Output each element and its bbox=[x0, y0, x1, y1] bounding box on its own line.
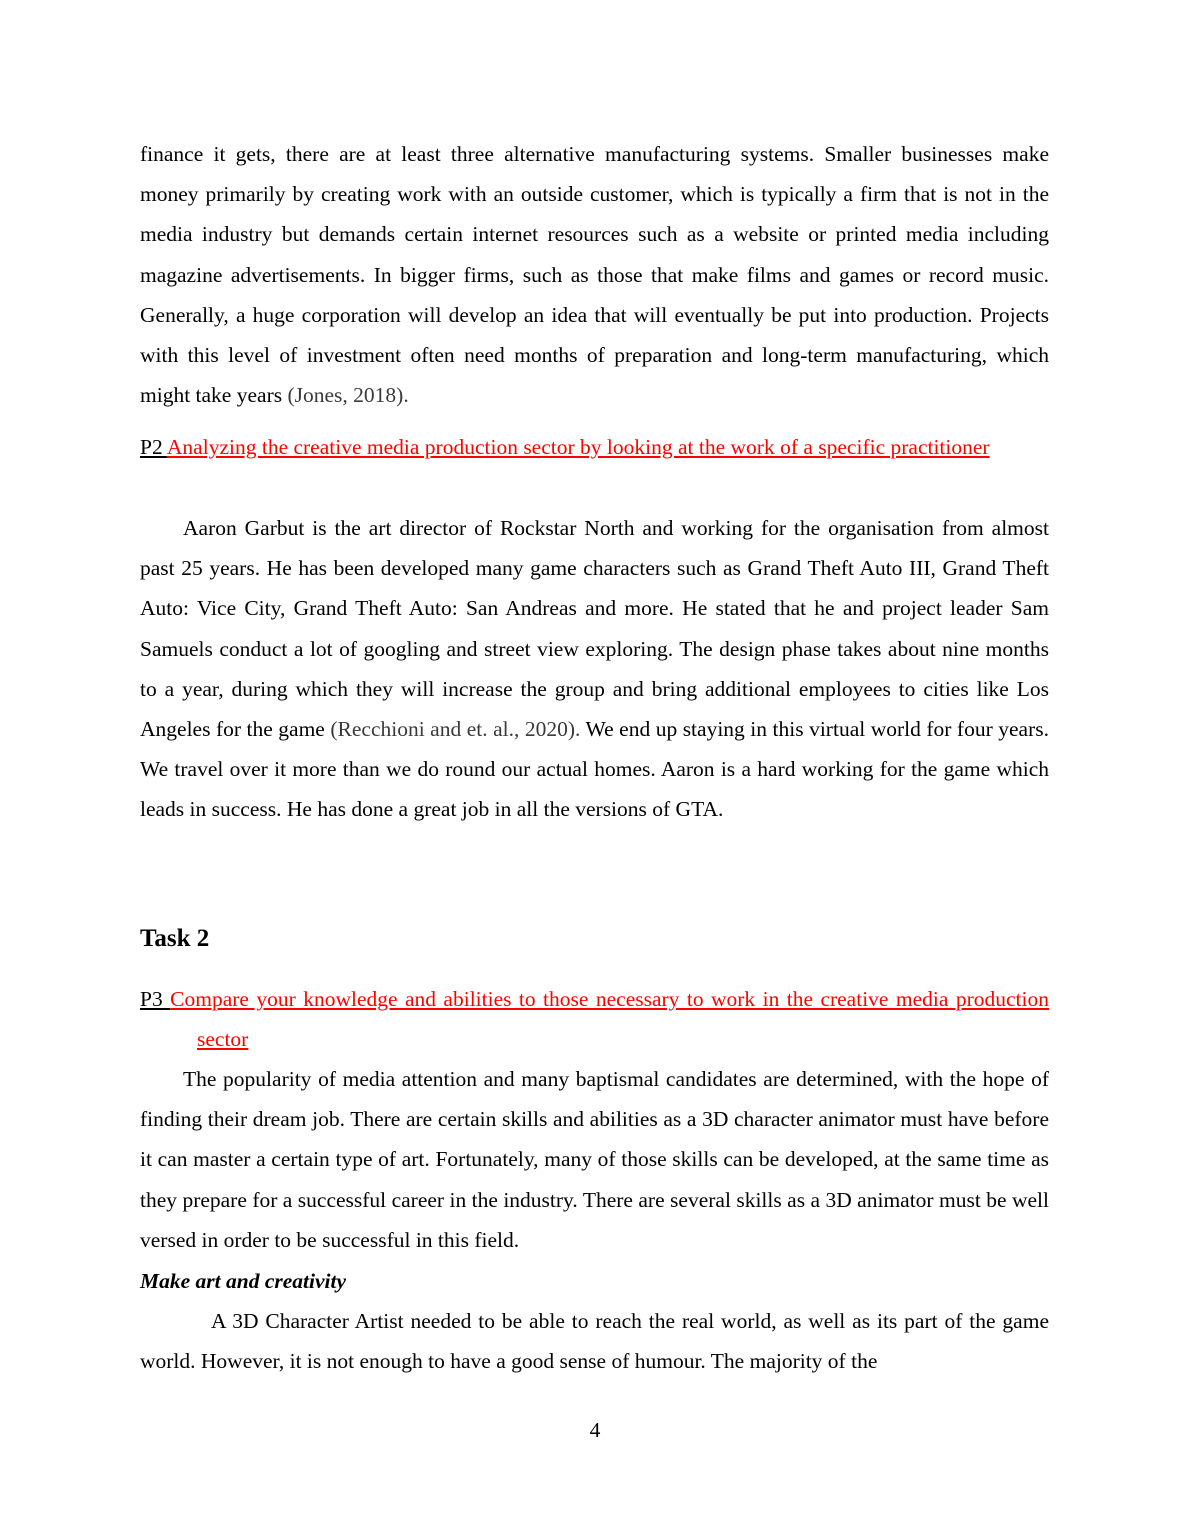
citation: (Jones, 2018). bbox=[287, 383, 409, 408]
citation: (Recchioni and et. al., 2020). bbox=[330, 717, 581, 742]
paragraph-popularity: The popularity of media attention and many baptismal candidates are determined, with the hope of finding their dream job. There are certain skills and abilities as a 3D character animator must have before it can master a certain type of art. Fortunately, many of those skills can be developed, at the same time as they prepare for a successful career in the industry. There are several skills as a 3D animator must be well versed in order to be successful in this field. bbox=[140, 1067, 1049, 1252]
heading-prefix: P2 bbox=[140, 435, 167, 459]
paragraph-finance bbox=[140, 134, 1049, 415]
paragraph-text-after: We end up staying in this virtual world for four years. We travel over it more than we do round our actual homes. Aaron is a hard working for the game which leads in success. He has done a great job in all the versions of GTA. bbox=[140, 717, 1049, 822]
page-number: 4 bbox=[589, 1418, 601, 1442]
paragraph-aaron-garbut bbox=[140, 508, 1049, 830]
heading-prefix: P3 bbox=[140, 987, 171, 1011]
paragraph-text: finance it gets, there are at least three alternative manufacturing systems. Smaller businesses make money primarily by creating work with an outside customer, which is typically a firm that is not in the media industry but demands certain internet resources such as a website or printed media including magazine advertisements. In bigger firms, such as those that make films and games or record music. Generally, a huge corporation will develop an idea that will eventually be put into production. Projects with this level of investment often need months of preparation and long-term manufacturing, which might take years bbox=[140, 142, 1049, 408]
heading-title: Compare your knowledge and abilities to those necessary to work in the creative media production sector bbox=[170, 987, 1049, 1052]
paragraph-3d-character-artist: A 3D Character Artist needed to be able to reach the real world, as well as its part of the game world. However, it is not enough to have a good sense of humour. The majority of the bbox=[140, 1309, 1049, 1374]
subheading-make-art: Make art and creativity bbox=[140, 1269, 347, 1293]
task-heading: Task 2 bbox=[140, 925, 210, 952]
heading-p3 bbox=[140, 979, 1049, 1059]
heading-title: Analyzing the creative media production sector by looking at the work of a specific practitioner bbox=[166, 435, 990, 459]
heading-p2 bbox=[140, 427, 1049, 467]
paragraph-text: Aaron Garbut is the art director of Rockstar North and working for the organisation from almost past 25 years. He has been developed many game characters such as Grand Theft Auto III, Grand Theft Auto: Vice City, Grand Theft Auto: San Andreas and more. He stated that he and project leader Sam Samuels conduct a lot of googling and street view exploring. The design phase takes about nine months to a year, during which they will increase the group and bring additional employees to cities like Los Angeles for the game bbox=[140, 516, 1049, 742]
